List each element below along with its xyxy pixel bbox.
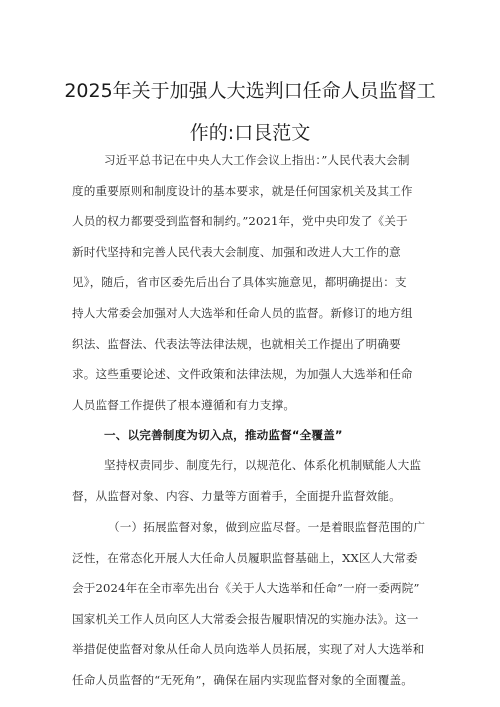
paragraph-line: 督，从监督对象、内容、力量等方面着手，全面提升监督效能。 <box>72 488 401 503</box>
paragraph-line: （一）拓展监督对象，做到应监尽督。一是着眼监督范围的广 <box>108 520 426 534</box>
paragraph-line: 会于2024年在全市率先出台《关于人大选举和任命”一府一委两院” <box>72 581 420 596</box>
paragraph-line: 坚持权责同步、制度先行，以规范化、体系化机制赋能人大监 <box>104 458 422 472</box>
paragraph-section-intro <box>72 450 432 511</box>
section-heading-1-block <box>72 420 432 451</box>
paragraph-intro <box>72 145 432 420</box>
paragraph-line: 习近平总书记在中央人大工作会议上指出：”人民代表大会制 <box>104 153 410 167</box>
paragraph-line: 求。这些重要论述、文件政策和法律法规，为加强人大选举和任命 <box>72 367 413 382</box>
paragraph-line: 任命人员监督的“无死角”，确保在届内实现监督对象的全面覆盖。 <box>72 672 413 687</box>
document-title-line-1: 2025年关于加强人大选判口任命人员监督工 <box>64 80 436 102</box>
paragraph-line: 国家机关工作人员向区人大常委会报告履职情况的实施办法》。这一 <box>72 611 419 626</box>
document-title-line-2: 作的:口艮范文 <box>189 122 311 144</box>
paragraph-line: 泛性，在常态化开展人大任命人员履职监督基础上，XX区人大常委 <box>72 550 418 565</box>
paragraph-line: 见》，随后，省市区委先后出台了具体实施意见，都明确提出：支 <box>72 275 407 290</box>
paragraph-line: 人员的权力都要受到监督和制约。”2021年，党中央印发了《关于 <box>72 214 408 229</box>
paragraph-subsection-1 <box>72 512 432 696</box>
paragraph-line: 持人大常委会加强对人大选举和任命人员的监督。新修订的地方组 <box>72 305 413 320</box>
paragraph-line: 度的重要原则和制度设计的基本要求，就是任何国家机关及其工作 <box>72 183 413 198</box>
paragraph-line: 人员监督工作提供了根本遵循和有力支撑。 <box>72 397 296 412</box>
paragraph-line: 织法、监督法、代表法等法律法规，也就相关工作提出了明确要 <box>72 336 401 351</box>
paragraph-line: 举措促使监督对象从任命人员向选举人员拓展，实现了对人大选举和 <box>72 642 425 657</box>
paragraph-line: 新时代坚持和完善人民代表大会制度、加强和改进人大工作的意 <box>72 244 401 259</box>
section-heading: 一、以完善制度为切入点，推动监督“全覆盖” <box>104 428 343 442</box>
